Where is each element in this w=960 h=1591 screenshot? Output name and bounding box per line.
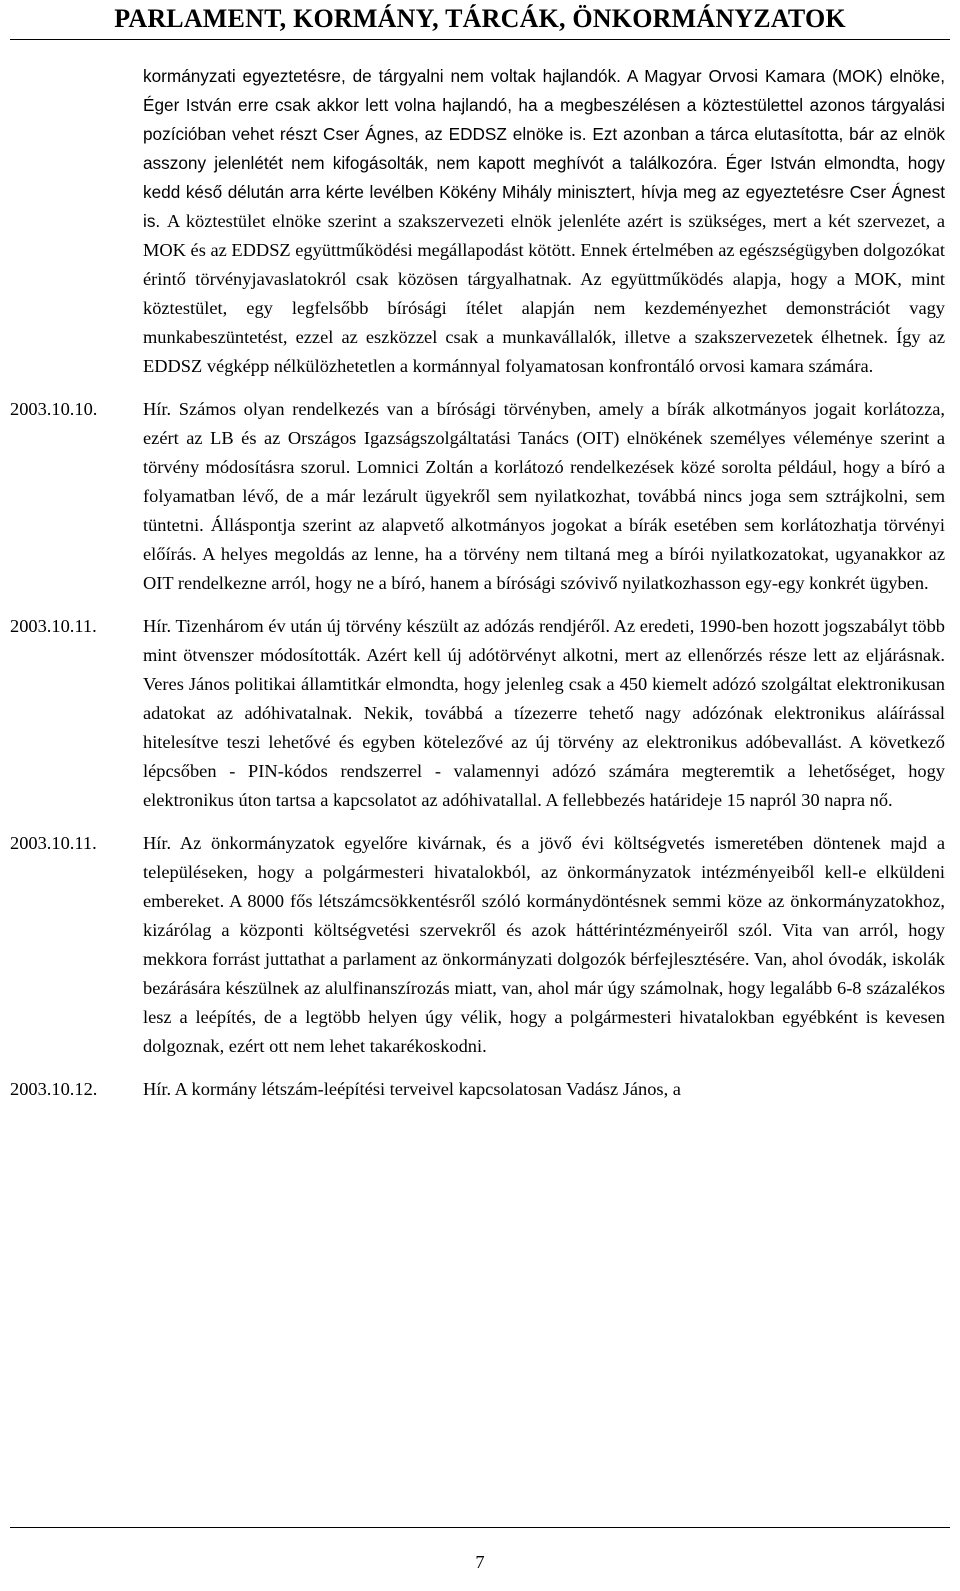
footer-divider bbox=[10, 1527, 950, 1528]
header-divider bbox=[10, 39, 950, 40]
entry-text: Hír. Tizenhárom év után új törvény készült az adózás rendjéről. Az eredeti, 1990-ben hozott jogszabályt több mint ötvenszer módosították. Azért kell új adótörvényt alkotni, mert az ellenőrzés része lett az eljárásnak. Veres János politikai államtitkár elmondta, hogy jelenleg csak a 450 kiemelt adózó szolgáltat elektronikusan adatokat az adóhivatalnak. Nekik, továbbá a tízezerre tehető nagy adózónak elektronikus aláírással hitelesítve teszi lehetővé és egyben kötelezővé az új törvény az elektronikus adóbevallást. A következő lépcsőben - PIN-kódos rendszerrel - valamennyi adózó számára megteremtik a lehetőséget, hogy elektronikus úton tartsa a kapcsolatot az adóhivatallal. A fellebbezés határideje 15 napról 30 napra nő. bbox=[143, 616, 945, 810]
entry-date: 2003.10.11. bbox=[10, 833, 97, 853]
entry-text-serif: A köztestület elnöke szerint a szakszervezeti elnök jelenléte azért is szükséges, mert a két szervezet, a MOK és az EDDSZ együttműködési megállapodást kötött. Ennek értelmében az egészségügyben dolgozókat érintő törvényjavaslatokról csak közösen tárgyalhatnak. Az együttműködés alapja, hogy a MOK, mint köztestület, egy legfelsőbb bírósági ítélet alapján nem kezdeményezhet demonstrációt vagy munkabeszüntetést, ezzel az eszközzel csak a munkavállalók, illetve a szakszervezetek élhetnek. Így az EDDSZ végképp nélkülözhetetlen a kormánnyal folyamatosan konfrontáló orvosi kamara számára. bbox=[143, 211, 945, 376]
news-entry bbox=[10, 1075, 945, 1104]
news-entry bbox=[10, 395, 945, 598]
entry-text: Hír. A kormány létszám-leépítési terveivel kapcsolatosan Vadász János, a bbox=[143, 1079, 681, 1099]
entry-text-sans: kormányzati egyeztetésre, de tárgyalni nem voltak hajlandók. A Magyar Orvosi Kamara (MOK) elnöke, Éger István erre csak akkor lett volna hajlandó, ha a megbeszélésen a köztestülettel azonos tárgyalási pozícióban vehet részt Cser Ágnes, az EDDSZ elnöke is. Ezt azonban a tárca elutasította, bár az elnök asszony jelenlétét nem kifogásolták, nem kapott meghívót a találkozóra. Éger István elmondta, hogy kedd késő délután arra kérte levélben Kökény Mihály minisztert, hívja meg az egyeztetésre Cser Ágnest is. bbox=[143, 66, 945, 231]
news-entry bbox=[10, 612, 945, 815]
entry-date-empty bbox=[10, 62, 143, 381]
document-body bbox=[10, 62, 945, 1118]
continued-entry bbox=[10, 62, 945, 381]
page-number: 7 bbox=[475, 1552, 485, 1572]
entry-date: 2003.10.12. bbox=[10, 1079, 98, 1099]
entry-date: 2003.10.10. bbox=[10, 399, 98, 419]
entry-text: Hír. Számos olyan rendelkezés van a bírósági törvényben, amely a bírák alkotmányos jogait korlátozza, ezért az LB és az Országos Igazságszolgáltatási Tanács (OIT) elnökének személyes véleménye szerint a törvény módosításra szorul. Lomnici Zoltán a korlátozó rendelkezések közé sorolta például, hogy a bíró a folyamatban lévő, de a már lezárult ügyekről sem nyilatkozhat, továbbá nincs joga sem sztrájkolni, sem tüntetni. Álláspontja szerint az alapvető alkotmányos jogokat a bírák esetében sem korlátozhatja törvényi előírás. A helyes megoldás az lenne, ha a törvény nem tiltaná meg a bírói nyilatkozatokat, ugyanakkor az OIT rendelkezne arról, hogy ne a bíró, hanem a bírósági szóvivő nyilatkozhasson egy-egy konkrét ügyben. bbox=[143, 399, 945, 593]
entry-text bbox=[143, 62, 945, 381]
running-header: PARLAMENT, KORMÁNY, TÁRCÁK, ÖNKORMÁNYZATOK bbox=[114, 4, 846, 33]
news-entry bbox=[10, 829, 945, 1061]
entry-date: 2003.10.11. bbox=[10, 616, 97, 636]
entry-text: Hír. Az önkormányzatok egyelőre kivárnak, és a jövő évi költségvetés ismeretében döntenek majd a településeken, hogy a polgármesteri hivatalokból, az önkormányzatok intézményeiből kell-e elküldeni embereket. A 8000 fős létszámcsökkentésről szóló kormánydöntésnek semmi köze az önkormányzatokhoz, kizárólag a központi költségvetési szervekről és azok háttérintézményeiről szól. Vita van arról, hogy mekkora forrást juttathat a parlament az önkormányzati dolgozók bérfejlesztésére. Van, ahol óvodák, iskolák bezárására készülnek az alulfinanszírozás miatt, van, ahol már úgy számolnak, hogy legalább 6-8 százalékos lesz a leépítés, de a legtöbb helyen úgy vélik, hogy a polgármesteri hivatalokban egyébként is kevesen dolgoznak, ezért ott nem lehet takarékoskodni. bbox=[143, 833, 945, 1056]
